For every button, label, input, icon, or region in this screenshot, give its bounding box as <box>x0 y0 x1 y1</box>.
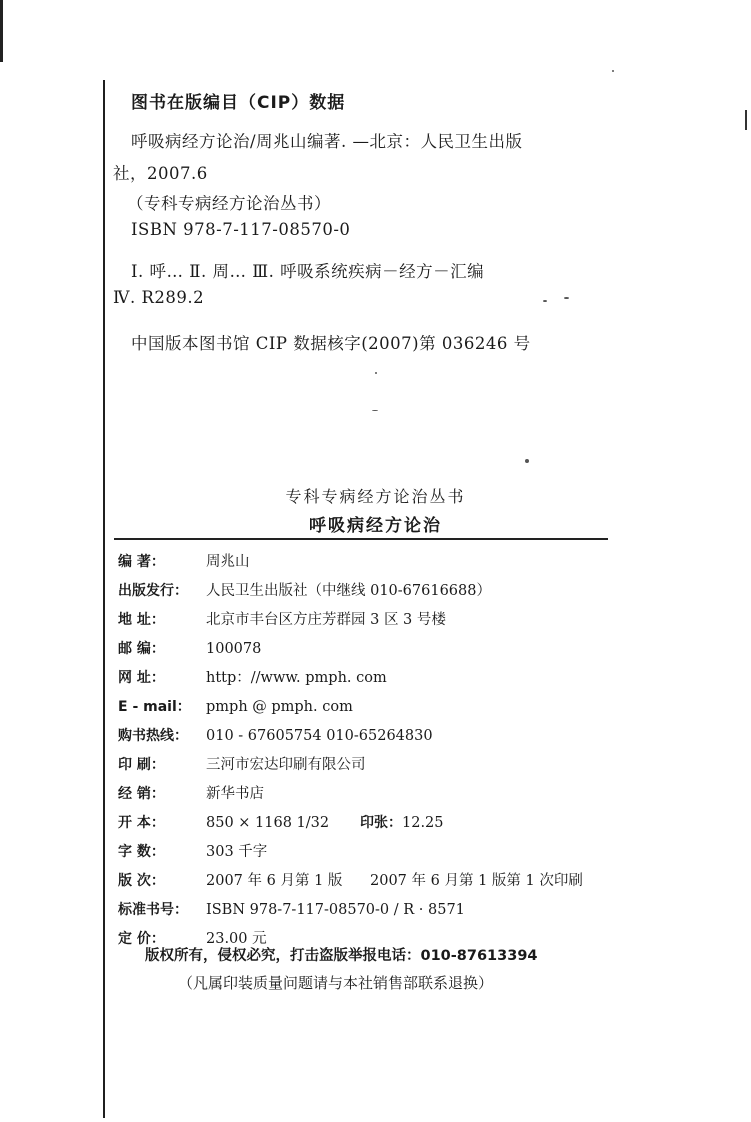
margin-rule <box>103 80 105 1118</box>
info-label: 邮 编： <box>118 641 165 657</box>
info-value: 23.00 元 <box>206 931 267 947</box>
info-label: 购书热线： <box>118 728 188 744</box>
info-row-publisher <box>118 579 491 603</box>
scan-speck <box>543 300 547 302</box>
info-row-address <box>118 608 446 632</box>
info-label: 网 址： <box>118 670 165 686</box>
info-row-website <box>118 666 387 690</box>
info-label: 开 本： <box>118 815 165 831</box>
info-label: 定 价： <box>118 931 165 947</box>
sheets-info <box>360 811 444 835</box>
printing-info: 2007 年 6 月第 1 版第 1 次印刷 <box>370 873 583 889</box>
info-value: 303 千字 <box>206 844 268 860</box>
book-title: 呼吸病经方论治 <box>309 516 442 536</box>
info-value: pmph @ pmph. com <box>206 699 353 715</box>
info-row-edition <box>118 869 638 893</box>
cip-line-1: 呼吸病经方论治/周兆山编著. —北京：人民卫生出版 <box>131 132 523 151</box>
info-label: E - mail： <box>118 699 191 715</box>
info-value: 850 × 1168 1/32 <box>206 815 330 831</box>
info-label: 版 次： <box>118 873 165 889</box>
info-row-postcode <box>118 637 261 661</box>
scan-speck <box>612 70 614 72</box>
title-rule <box>114 538 608 540</box>
scan-speck <box>525 459 529 463</box>
cip-line-6: Ⅳ. R289.2 <box>113 288 205 307</box>
info-value: 010 - 67605754 010-65264830 <box>206 728 433 744</box>
info-value: 2007 年 6 月第 1 版 <box>206 873 343 889</box>
info-row-isbn <box>118 898 465 922</box>
info-label: 地 址： <box>118 612 165 628</box>
info-value: 三河市宏达印刷有限公司 <box>206 757 366 773</box>
series-title: 专科专病经方论治丛书 <box>285 487 466 506</box>
cip-line-5: Ⅰ. 呼… Ⅱ. 周… Ⅲ. 呼吸系统疾病－经方－汇编 <box>131 262 485 281</box>
info-row-wordcount <box>118 840 267 864</box>
cip-line-7: 中国版本图书馆 CIP 数据核字(2007)第 036246 号 <box>131 334 531 353</box>
scan-speck <box>564 297 569 299</box>
return-notice: （凡属印装质量问题请与本社销售部联系退换） <box>178 974 494 992</box>
info-label: 印 刷： <box>118 757 165 773</box>
info-label: 出版发行： <box>118 583 188 599</box>
info-label: 经 销： <box>118 786 165 802</box>
sheets-label: 印张： <box>360 815 402 831</box>
scan-edge-mark <box>745 110 747 130</box>
info-row-printer <box>118 753 366 777</box>
info-row-email <box>118 695 353 719</box>
info-value: 周兆山 <box>206 554 250 570</box>
info-row-author <box>118 550 250 574</box>
info-value: 人民卫生出版社（中继线 010-67616688） <box>206 583 491 599</box>
scan-edge-mark <box>0 0 3 62</box>
info-row-hotline <box>118 724 433 748</box>
info-row-format <box>118 811 638 835</box>
info-label: 标准书号： <box>118 902 188 918</box>
copyright-notice: 版权所有，侵权必究，打击盗版举报电话：010-87613394 <box>145 948 538 964</box>
info-value: 北京市丰台区方庄芳群园 3 区 3 号楼 <box>206 612 446 628</box>
cip-line-4: ISBN 978-7-117-08570-0 <box>131 220 351 239</box>
cip-line-3: （专科专病经方论治丛书） <box>127 194 331 213</box>
cip-line-2: 社，2007.6 <box>113 164 208 183</box>
info-value: http：//www. pmph. com <box>206 670 387 686</box>
scan-speck <box>372 410 378 411</box>
info-value: ISBN 978-7-117-08570-0 / R · 8571 <box>206 902 465 918</box>
info-label: 字 数： <box>118 844 165 860</box>
cip-title: 图书在版编目（CIP）数据 <box>131 93 346 113</box>
info-value: 100078 <box>206 641 262 657</box>
scan-speck <box>375 372 377 374</box>
info-row-distributor <box>118 782 264 806</box>
info-value: 新华书店 <box>206 786 264 802</box>
info-label: 编 著： <box>118 554 165 570</box>
sheets-value: 12.25 <box>402 815 444 831</box>
